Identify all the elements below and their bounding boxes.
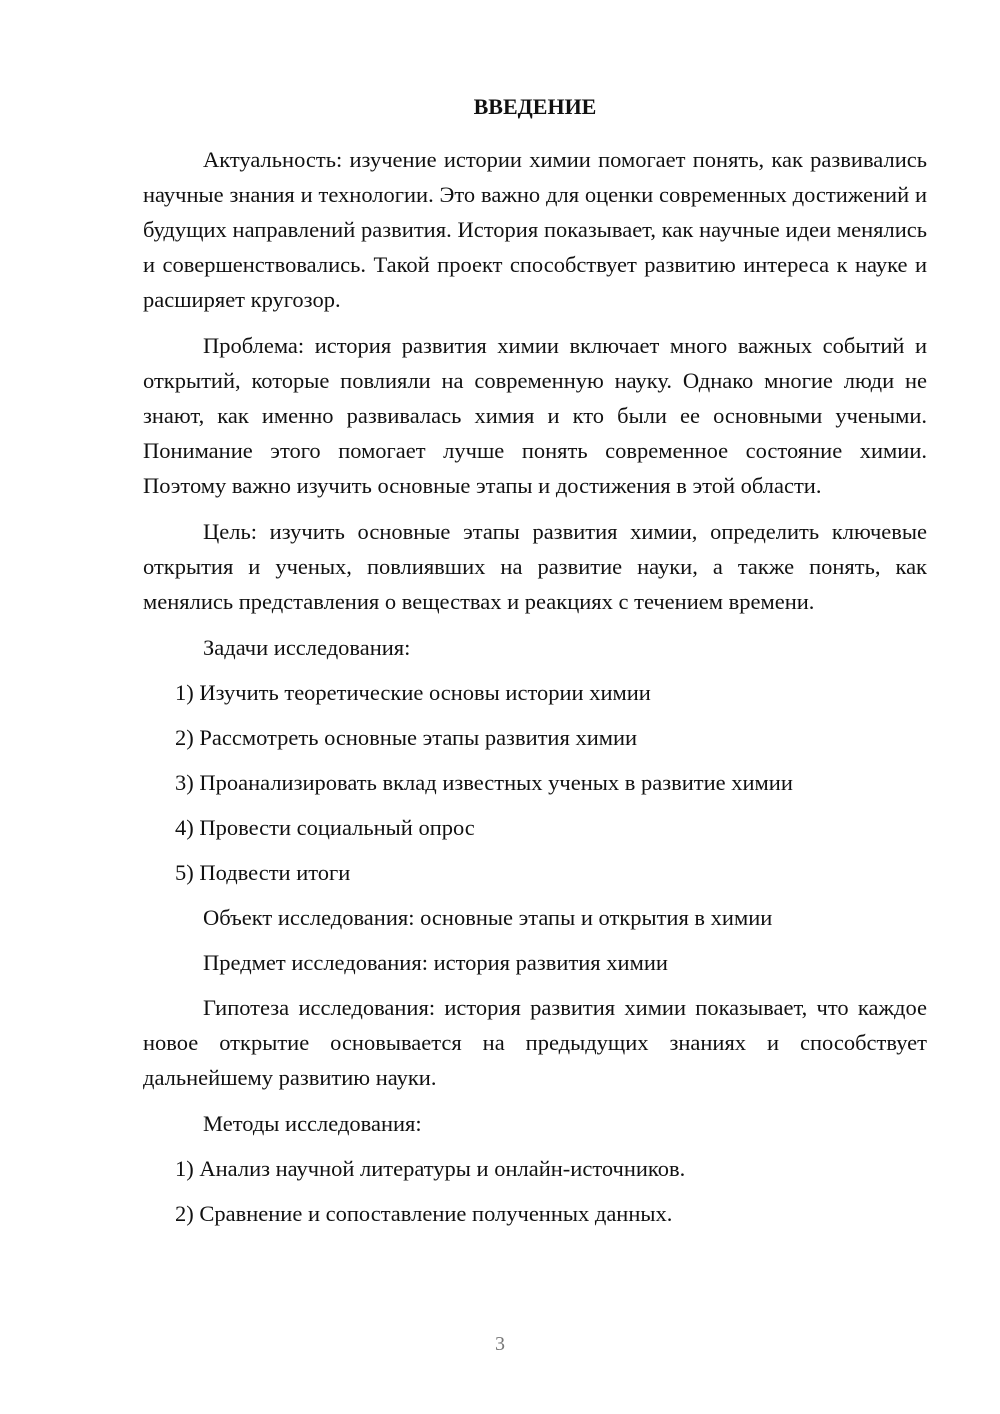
document-page <box>143 92 927 1241</box>
research-subject: Предмет исследования: история развития химии <box>203 950 668 975</box>
page-number: 3 <box>495 1333 505 1355</box>
method-item: 2) Сравнение и сопоставление полученных данных. <box>175 1201 673 1226</box>
task-item: 2) Рассмотреть основные этапы развития химии <box>175 725 638 750</box>
relevance-paragraph: Актуальность: изучение истории химии помогает понять, как развивались научные знания и технологии. Это важно для оценки современных достижений и будущих направлений развития. История показывает, как научные идеи менялись и совершенствовались. Такой проект способствует развитию интереса к науке и расширяет кругозор. <box>143 147 927 312</box>
tasks-label: Задачи исследования: <box>203 635 411 660</box>
task-item: 3) Проанализировать вклад известных ученых в развитие химии <box>175 770 793 795</box>
research-object: Объект исследования: основные этапы и открытия в химии <box>203 905 773 930</box>
method-item: 1) Анализ научной литературы и онлайн-источников. <box>175 1156 686 1181</box>
goal-paragraph: Цель: изучить основные этапы развития химии, определить ключевые открытия и ученых, повлиявших на развитие науки, а также понять, как менялись представления о веществах и реакциях с течением времени. <box>143 519 927 614</box>
task-item: 1) Изучить теоретические основы истории химии <box>175 680 651 705</box>
methods-label: Методы исследования: <box>203 1111 422 1136</box>
hypothesis-paragraph: Гипотеза исследования: история развития химии показывает, что каждое новое открытие основывается на предыдущих знаниях и способствует дальнейшему развитию науки. <box>143 995 927 1090</box>
page-title: ВВЕДЕНИЕ <box>473 94 597 119</box>
task-item: 5) Подвести итоги <box>175 860 351 885</box>
problem-paragraph: Проблема: история развития химии включает много важных событий и открытий, которые повлияли на современную науку. Однако многие люди не знают, как именно развивалась химия и кто были ее основными учеными. Понимание этого помогает лучше понять современное состояние химии. Поэтому важно изучить основные этапы и достижения в этой области. <box>143 333 927 498</box>
task-item: 4) Провести социальный опрос <box>175 815 475 840</box>
